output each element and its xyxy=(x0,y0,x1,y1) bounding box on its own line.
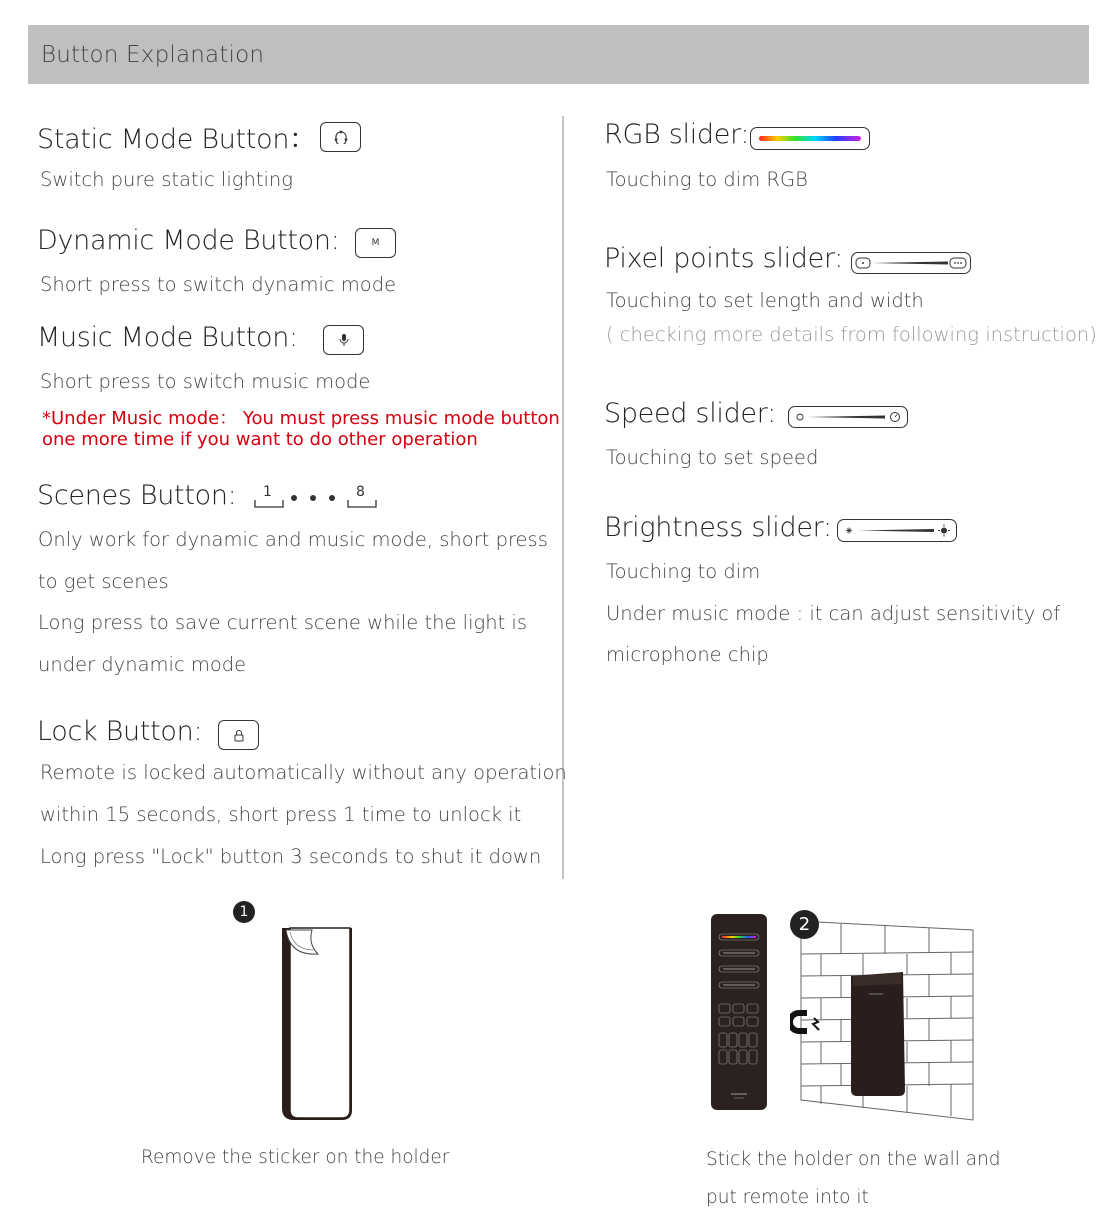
music-mode-warning-1: *Under Music mode： You must press music mode button xyxy=(42,408,560,429)
dynamic-mode-title: Dynamic Mode Button: xyxy=(37,225,340,256)
rgb-slider-title: RGB slider: xyxy=(604,119,750,150)
static-mode-icon xyxy=(333,130,349,144)
rgb-slider-desc: Touching to dim RGB xyxy=(606,168,808,191)
brightness-slider-desc-1: Touching to dim xyxy=(606,560,761,583)
section-title: Button Explanation xyxy=(41,41,265,68)
pixel-slider-title: Pixel points slider: xyxy=(604,243,844,274)
remote-illustration xyxy=(709,912,769,1112)
rgb-slider-icon xyxy=(750,127,870,150)
speed-slider-title: Speed slider: xyxy=(604,398,776,429)
music-mode-title: Music Mode Button: xyxy=(37,322,298,353)
step-1-caption: Remove the sticker on the holder xyxy=(141,1147,450,1168)
speed-slider-icon xyxy=(788,406,908,428)
music-mode-desc: Short press to switch music mode xyxy=(40,370,371,393)
music-mic-icon xyxy=(338,333,350,347)
dynamic-mode-desc: Short press to switch dynamic mode xyxy=(40,273,397,296)
step-1-badge: 1 xyxy=(233,901,255,923)
step-2-badge: 2 xyxy=(790,910,819,939)
brick-wall-illustration xyxy=(797,914,977,1122)
scenes-first-label: 1 xyxy=(263,484,272,500)
pixel-slider-desc: Touching to set length and width xyxy=(606,289,924,312)
static-mode-button-icon xyxy=(320,122,361,152)
step-2-caption-1: Stick the holder on the wall and xyxy=(706,1149,1001,1170)
lock-title: Lock Button: xyxy=(37,716,203,747)
brightness-slider-icon xyxy=(837,519,957,542)
scenes-title: Scenes Button: xyxy=(37,480,237,511)
lock-desc-1: Remote is locked automatically without any operation xyxy=(40,761,567,784)
lock-desc-2: within 15 seconds, short press 1 time to unlock it xyxy=(40,803,522,826)
brightness-slider-desc-2: Under music mode : it can adjust sensitivity of xyxy=(606,602,1061,625)
scenes-desc-4: under dynamic mode xyxy=(38,653,247,676)
brightness-slider-title: Brightness slider: xyxy=(604,512,832,543)
dynamic-mode-key-label: M xyxy=(371,238,380,248)
pixel-slider-icon xyxy=(851,252,971,274)
step-2-caption-2: put remote into it xyxy=(706,1187,869,1208)
speed-slider-desc: Touching to set speed xyxy=(606,446,819,469)
scenes-last-label: 8 xyxy=(356,484,365,500)
scenes-button-icon xyxy=(254,486,378,510)
static-mode-desc: Switch pure static lighting xyxy=(40,168,293,191)
dynamic-mode-button-icon xyxy=(355,228,396,258)
lock-button-icon xyxy=(218,720,259,750)
music-mode-button-icon xyxy=(323,325,364,355)
lock-desc-3: Long press "Lock" button 3 seconds to shut it down xyxy=(40,845,542,868)
static-mode-title: Static Mode Button： xyxy=(37,124,316,155)
music-mode-warning-2: one more time if you want to do other operation xyxy=(42,429,478,450)
magnet-icon xyxy=(790,1010,824,1036)
pixel-slider-note: ( checking more details from following instruction) xyxy=(606,323,1097,346)
scenes-desc-3: Long press to save current scene while the light is xyxy=(38,611,527,634)
brightness-slider-desc-3: microphone chip xyxy=(606,643,769,666)
scenes-desc-1: Only work for dynamic and music mode, short press xyxy=(38,528,548,551)
lock-icon xyxy=(233,729,245,742)
section-header xyxy=(28,25,1089,84)
scenes-desc-2: to get scenes xyxy=(38,570,169,593)
holder-sticker-illustration xyxy=(278,924,358,1124)
